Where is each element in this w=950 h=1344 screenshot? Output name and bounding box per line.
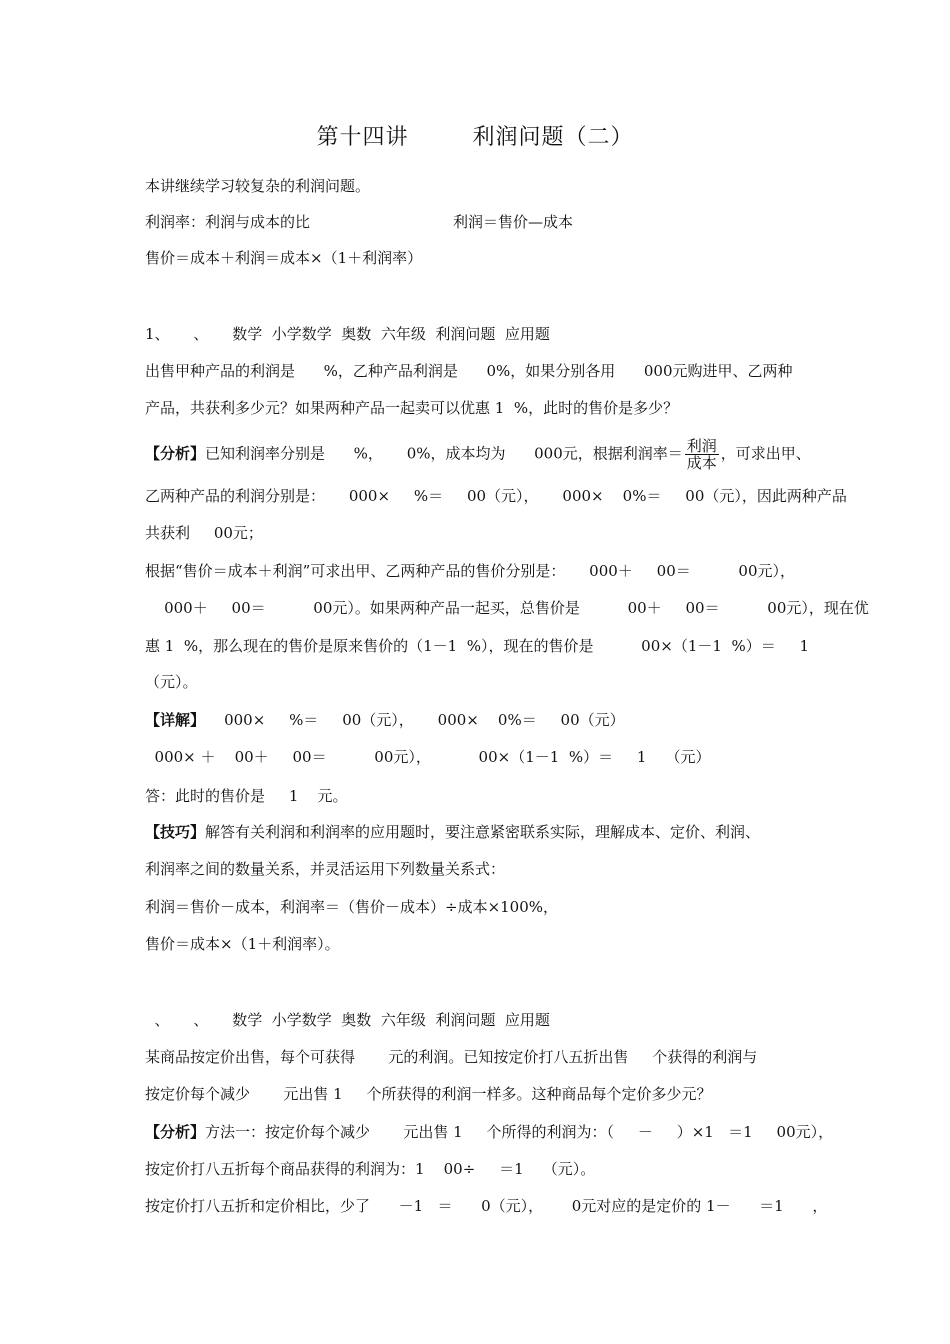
q2-header: 、 、 数学 小学数学 奥数 六年级 利润问题 应用题 <box>145 1011 550 1029</box>
q1-analysis-1-tail: ，可求出甲、 <box>720 444 811 463</box>
q1-analysis-5: 000＋ 00＝ 00元）。如果两种产品一起买，总售价是 00＋ 00＝ 00元），现在优 <box>145 599 869 617</box>
detail-tag: 【详解】 <box>145 711 206 729</box>
q1-tip-2: 利润率之间的数量关系，并灵活运用下列数量关系式： <box>145 860 506 878</box>
analysis-tag: 【分析】 <box>145 444 206 463</box>
q1-problem-1: 出售甲种产品的利润是 %，乙种产品利润是 0%，如果分别各用 000元购进甲、乙两种 <box>145 362 793 380</box>
q1-analysis-7: （元）。 <box>145 673 198 691</box>
q1-detail-2: 000× ＋ 00＋ 00＝ 00元）， 00×（1－1 %）＝ 1 （元） <box>145 748 711 766</box>
q2-problem-2: 按定价每个减少 元出售 1 个所获得的利润一样多。这种商品每个定价多少元？ <box>145 1085 712 1103</box>
page-title: 第十四讲 利润问题（二） <box>316 125 634 150</box>
intro-line-3: 售价＝成本＋利润＝成本×（1＋利润率） <box>145 249 423 267</box>
q2-analysis-3: 按定价打八五折和定价相比，少了 －1 ＝ 0（元）， 0元对应的是定价的 1－ ＝1 ， <box>145 1197 828 1215</box>
q1-tip-3: 利润＝售价－成本，利润率＝（售价－成本）÷成本×100%， <box>145 898 559 916</box>
fraction-numerator: 利润 <box>686 437 717 455</box>
q2-analysis-1-text: 方法一：按定价每个减少 元出售 1 个所得的利润为：（ － ）×1 ＝1 00元）， <box>205 1123 834 1141</box>
tip-tag: 【技巧】 <box>145 823 206 841</box>
intro-line-1: 本讲继续学习较复杂的利润问题。 <box>145 177 371 195</box>
q1-header: 1、 、 数学 小学数学 奥数 六年级 利润问题 应用题 <box>145 325 550 343</box>
q1-analysis-6: 惠 1 %，那么现在的售价是原来售价的（1－1 %），现在的售价是 00×（1－1 %）＝ 1 <box>145 637 810 655</box>
q1-analysis-2: 乙两种产品的利润分别是： 000× %＝ 00（元）， 000× 0%＝ 00（元），因此两种产品 <box>145 487 847 505</box>
q1-analysis-1 <box>145 438 811 471</box>
q1-detail-1-text: 000× %＝ 00（元）， 000× 0%＝ 00（元） <box>205 711 625 729</box>
fraction-denominator: 成本 <box>686 454 717 472</box>
q1-analysis-4: 根据“售价＝成本＋利润”可求出甲、乙两种产品的售价分别是： 000＋ 00＝ 00元）， <box>145 562 796 580</box>
q1-answer: 答：此时的售价是 1 元。 <box>145 787 348 805</box>
q1-analysis-1-text: 已知利润率分别是 %， 0%，成本均为 000元，根据利润率＝ <box>205 444 683 463</box>
q2-problem-1: 某商品按定价出售，每个可获得 元的利润。已知按定价打八五折出售 个获得的利润与 <box>145 1048 758 1066</box>
analysis-tag-2: 【分析】 <box>145 1123 206 1141</box>
profit-rate-fraction <box>685 438 719 471</box>
q1-tip-1 <box>145 822 760 842</box>
q1-detail-1 <box>145 710 625 730</box>
q1-analysis-3: 共获利 00元； <box>145 524 263 542</box>
q1-problem-2: 产品，共获利多少元？如果两种产品一起卖可以优惠 1 %，此时的售价是多少？ <box>145 399 679 417</box>
q2-analysis-2: 按定价打八五折每个商品获得的利润为：1 00÷ ＝1 （元）。 <box>145 1160 596 1178</box>
intro-line-2: 利润率：利润与成本的比 利润＝售价—成本 <box>145 213 574 231</box>
q1-tip-1-text: 解答有关利润和利润率的应用题时，要注意紧密联系实际，理解成本、定价、利润、 <box>205 823 761 841</box>
q1-tip-4: 售价＝成本×（1＋利润率）。 <box>145 935 340 953</box>
q2-analysis-1 <box>145 1122 833 1142</box>
